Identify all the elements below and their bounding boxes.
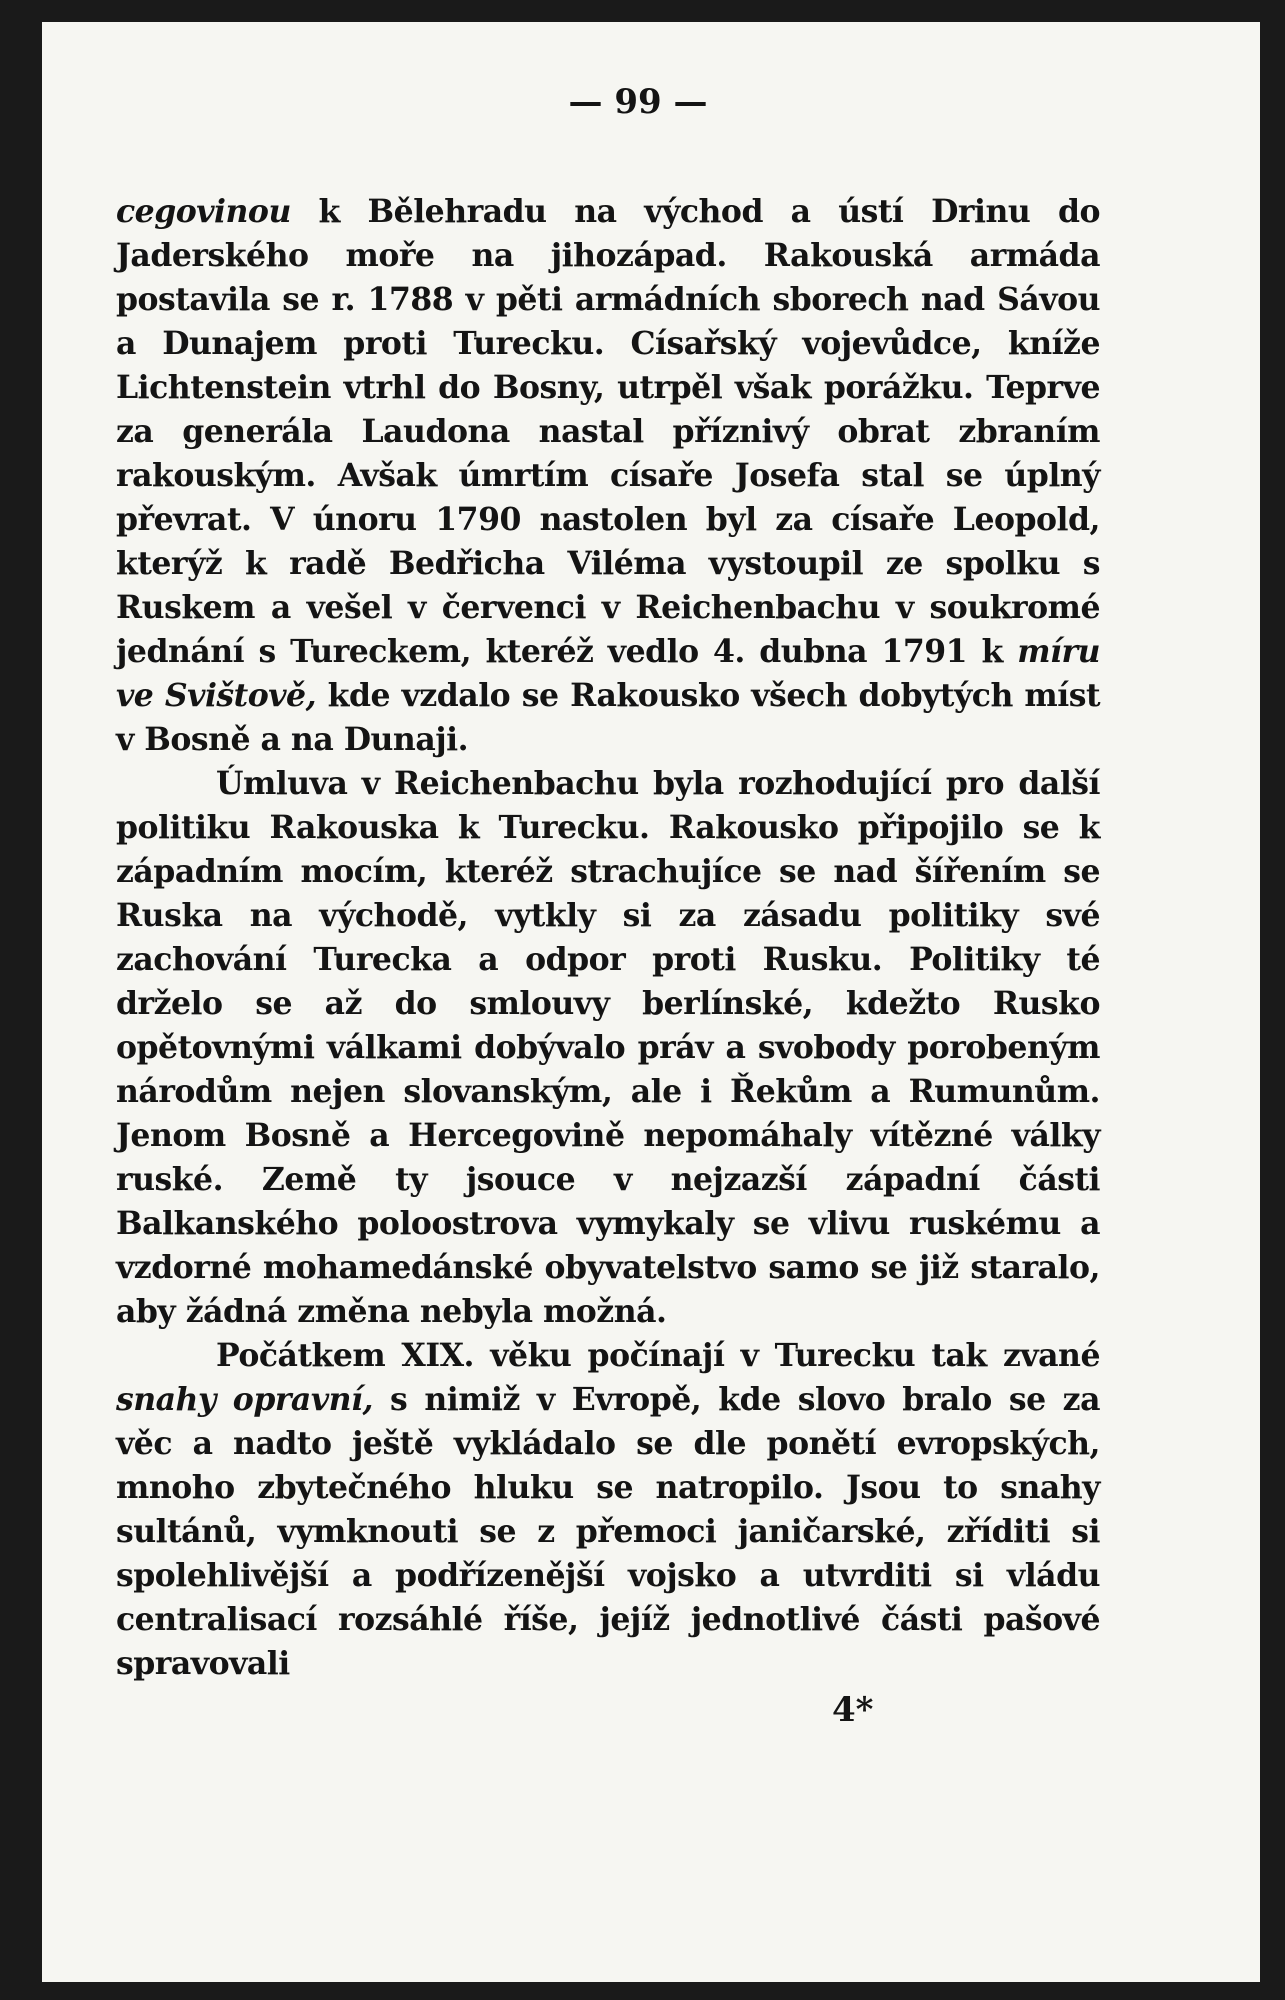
italic-run: míru ve Svištově,: [116, 633, 1100, 714]
italic-run: snahy opravní,: [116, 1381, 373, 1418]
book-page: [42, 22, 1260, 1982]
signature-mark: 4*: [832, 1690, 874, 1730]
paragraph-1: [116, 190, 1100, 762]
page-number: — 99 —: [568, 82, 708, 122]
text-run: kde vzdalo se Rakousko všech dobytých míst v Bosně a na Dunaji.: [116, 677, 1100, 758]
text-run: s nimiž v Evropě, kde slovo bralo se za věc a nadto ještě vykládalo se dle ponětí evropských, mnoho zbytečného hluku se natropilo. Jsou to snahy sultánů, vymknouti se z přemoci janičarské, zříditi si spolehlivější a podřízenější vojsko a utvrditi si vládu centralisací rozsáhlé říše, jejíž jednotlivé části pašové spravovali: [116, 1381, 1100, 1682]
paragraph-3: [116, 1334, 1100, 1686]
text-run: k Bělehradu na východ a ústí Drinu do Jaderského moře na jihozápad. Rakouská armáda postavila se r. 1788 v pěti armádních sborech nad Sávou a Dunajem proti Turecku. Císařský vojevůdce, kníže Lichtenstein vtrhl do Bosny, utrpěl však porážku. Teprve za generála Laudona nastal příznivý obrat zbraním rakouským. Avšak úmrtím císaře Josefa stal se úplný převrat. V únoru 1790 nastolen byl za císaře Leopold, kterýž k radě Bedřicha Viléma vystoupil ze spolku s Ruskem a vešel v červenci v Reichenbachu v soukromé jednání s Tureckem, kteréž vedlo 4. dubna 1791 k: [116, 193, 1100, 670]
body-text: [116, 190, 1100, 1686]
page-content: [116, 82, 1100, 1686]
text-run: Počátkem XIX. věku počínají v Turecku tak zvané: [216, 1337, 1100, 1374]
text-run: Úmluva v Reichenbachu byla rozhodující pro další politiku Rakouska k Turecku. Rakousko připojilo se k západním mocím, kteréž strachujíce se nad šířením se Ruska na východě, vytkly si za zásadu politiky své zachování Turecka a odpor proti Rusku. Politiky té drželo se až do smlouvy berlínské, kdežto Rusko opětovnými válkami dobývalo práv a svobody porobeným národům nejen slovanským, ale i Řekům a Rumunům. Jenom Bosně a Hercegovině nepomáhaly vítězné války ruské. Země ty jsouce v nejzazší západní části Balkanského poloostrova vymykaly se vlivu ruskému a vzdorné mohamedánské obyvatelstvo samo se již staralo, aby žádná změna nebyla možná.: [116, 765, 1100, 1330]
paragraph-2: [116, 762, 1100, 1334]
italic-run: cegovinou: [116, 193, 291, 230]
